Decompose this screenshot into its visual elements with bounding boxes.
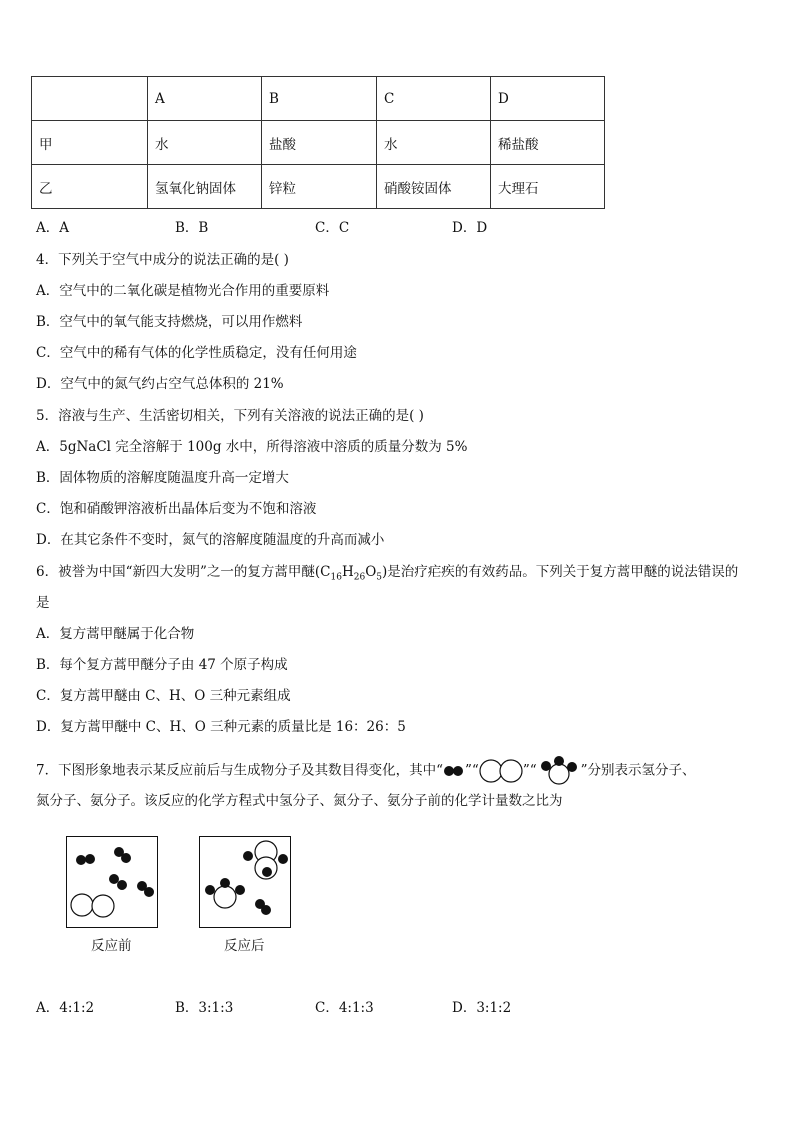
q5-stem: 5．溶液与生产、生活密切相关，下列有关溶液的说法正确的是( ) bbox=[36, 408, 424, 424]
table-cell: 盐酸 bbox=[262, 121, 377, 165]
hydrogen-molecule bbox=[109, 874, 127, 890]
q6-option-a: A．复方蒿甲醚属于化合物 bbox=[36, 626, 195, 642]
hydrogen-molecule bbox=[76, 854, 95, 865]
q4-stem: 4．下列关于空气中成分的说法正确的是( ) bbox=[36, 252, 289, 268]
table-cell: A bbox=[148, 77, 262, 121]
after-reaction-box bbox=[199, 836, 291, 928]
table-cell bbox=[32, 77, 148, 121]
table-cell: D bbox=[491, 77, 605, 121]
table-cell: 稀盐酸 bbox=[491, 121, 605, 165]
table-cell: 氢氧化钠固体 bbox=[148, 165, 262, 209]
q6-option-c: C．复方蒿甲醚由 C、H、O 三种元素组成 bbox=[36, 688, 291, 704]
q3-option-c: C．C bbox=[315, 220, 350, 236]
q5-option-c: C．饱和硝酸钾溶液析出晶体后变为不饱和溶液 bbox=[36, 501, 317, 517]
hydrogen-molecule bbox=[278, 854, 288, 864]
ammonia-molecule bbox=[205, 878, 245, 908]
reagent-table bbox=[31, 76, 605, 209]
q6-option-d: D．复方蒿甲醚中 C、H、O 三种元素的质量比是 16：26：5 bbox=[36, 719, 406, 735]
hydrogen-molecule bbox=[262, 867, 272, 877]
hydrogen-molecule-icon bbox=[443, 764, 465, 778]
before-reaction-box bbox=[66, 836, 158, 928]
q7-option-a: A．4:1:2 bbox=[36, 1000, 95, 1016]
q6-option-b: B．每个复方蒿甲醚分子由 47 个原子构成 bbox=[36, 657, 288, 673]
table-row bbox=[32, 165, 605, 209]
q3-option-a: A．A bbox=[36, 220, 69, 236]
hydrogen-molecule bbox=[243, 851, 253, 861]
q3-option-d: D．D bbox=[452, 220, 488, 236]
q3-option-b: B．B bbox=[175, 220, 209, 236]
table-cell: 水 bbox=[148, 121, 262, 165]
hydrogen-molecule bbox=[114, 847, 131, 863]
q5-option-a: A．5gNaCl 完全溶解于 100g 水中，所得溶液中溶质的质量分数为 5% bbox=[36, 439, 468, 455]
q7-option-d: D．3:1:2 bbox=[452, 1000, 512, 1016]
ammonia-molecule-icon bbox=[537, 756, 581, 786]
nitrogen-molecule bbox=[71, 894, 114, 917]
table-cell: 甲 bbox=[32, 121, 148, 165]
q5-option-b: B．固体物质的溶解度随温度升高一定增大 bbox=[36, 470, 289, 486]
table-cell: 乙 bbox=[32, 165, 148, 209]
table-cell: 大理石 bbox=[491, 165, 605, 209]
before-reaction-diagram bbox=[67, 837, 157, 927]
hydrogen-molecule bbox=[255, 899, 271, 915]
q6-stem: 6．被誉为中国“新四大发明”之一的复方蒿甲醚$(C_{16}H_{26}O_5)$是治疗疟疾的有效药品。下列关于复方蒿甲醚的说法错误的 bbox=[36, 564, 739, 583]
q7-option-b: B．3:1:3 bbox=[175, 1000, 234, 1016]
table-row bbox=[32, 77, 605, 121]
table-cell: 锌粒 bbox=[262, 165, 377, 209]
q4-option-a: A．空气中的二氧化碳是植物光合作用的重要原料 bbox=[36, 283, 330, 299]
q6-stem-line2: 是 bbox=[36, 595, 50, 611]
q4-option-c: C．空气中的稀有气体的化学性质稳定，没有任何用途 bbox=[36, 345, 357, 361]
q5-option-d: D．在其它条件不变时，氮气的溶解度随温度的升高而减小 bbox=[36, 532, 385, 548]
table-cell: 硝酸铵固体 bbox=[377, 165, 491, 209]
table-row bbox=[32, 121, 605, 165]
hydrogen-molecule bbox=[137, 881, 154, 897]
q4-option-d: D．空气中的氮气约占空气总体积的 21% bbox=[36, 376, 284, 392]
after-reaction-caption: 反应后 bbox=[224, 938, 265, 954]
q7-option-c: C．4:1:3 bbox=[315, 1000, 374, 1016]
table-cell: 水 bbox=[377, 121, 491, 165]
after-reaction-diagram bbox=[200, 837, 290, 927]
q7-stem-line2: 氮分子、氨分子。该反应的化学方程式中氢分子、氮分子、氨分子前的化学计量数之比为 bbox=[36, 793, 563, 809]
q4-option-b: B．空气中的氧气能支持燃烧，可以用作燃料 bbox=[36, 314, 303, 330]
table-cell: B bbox=[262, 77, 377, 121]
table-cell: C bbox=[377, 77, 491, 121]
q7-stem: 7．下图形象地表示某反应前后与生成物分子及其数目得变化，其中“ ”“ ”“ ”分别表示氢分子、 bbox=[36, 756, 696, 786]
before-reaction-caption: 反应前 bbox=[91, 938, 132, 954]
nitrogen-molecule-icon bbox=[479, 758, 523, 784]
